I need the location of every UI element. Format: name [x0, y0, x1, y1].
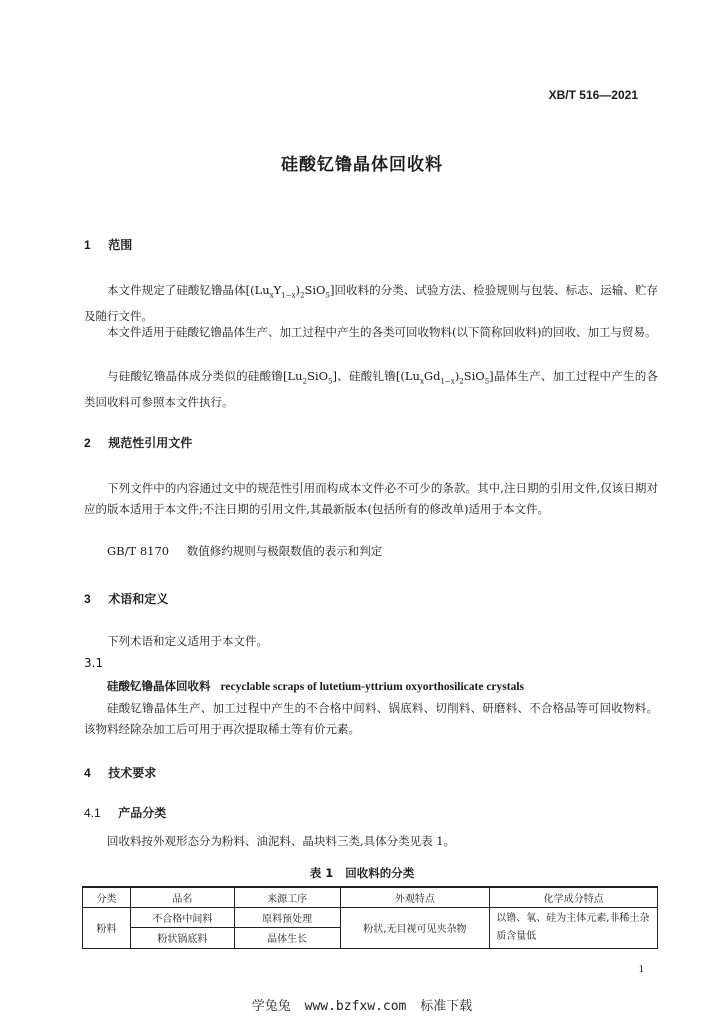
section-3-paragraph-1: 下列术语和定义适用于本文件。 — [107, 634, 268, 648]
section-2-heading — [84, 434, 192, 451]
section-3-heading — [84, 590, 168, 607]
subsection-4-1-number: 4.1 — [84, 806, 101, 820]
section-2-number: 2 — [84, 436, 91, 450]
reference-code: GB/T 8170 — [107, 544, 170, 558]
document-title: 硅酸钇镥晶体回收料 — [281, 155, 443, 175]
table-1-label: 表 1 — [309, 866, 334, 880]
subsection-4-1-heading — [84, 804, 166, 821]
footer-site-link[interactable]: www.bzfxw.com — [304, 999, 407, 1014]
appearance-cell: 粉状,无目视可见夹杂物 — [340, 907, 490, 948]
table-header-cell: 化学成分特点 — [490, 887, 658, 907]
table-header-cell: 品名 — [130, 887, 234, 907]
section-2-title: 规范性引用文件 — [108, 436, 193, 450]
table-header-row — [83, 887, 658, 907]
section-3-title: 术语和定义 — [108, 592, 169, 606]
term-entry — [107, 678, 524, 694]
section-1-number: 1 — [84, 238, 91, 252]
reference-title: 数值修约规则与极限数值的表示和判定 — [186, 544, 383, 558]
section-1-title: 范围 — [108, 238, 133, 252]
term-chinese: 硅酸钇镥晶体回收料 — [107, 679, 211, 693]
section-1-paragraph-3: 与硅酸钇镥晶体成分类似的硅酸镥$[Lu_2SiO_5]$、硅酸钆镥$[(Lu_xGd_{1-x})_2SiO_5]$晶体生产、加工过程中产生的各类回收料可参照本文件执行。 — [84, 369, 658, 410]
source-process-cell: 晶体生长 — [234, 928, 340, 949]
section-4-heading — [84, 764, 156, 781]
table-header-cell: 分类 — [83, 887, 131, 907]
footer-watermark — [0, 995, 724, 1014]
product-name-cell: 粉状锅底料 — [130, 928, 234, 949]
table-header-cell: 外观特点 — [340, 887, 490, 907]
term-english: recyclable scraps of lutetium-yttrium oxyorthosilicate crystals — [220, 681, 525, 693]
footer-right-text: 标准下载 — [420, 999, 473, 1014]
chemistry-cell: 以镥、氧、硅为主体元素,非稀土杂质含量低 — [490, 907, 658, 948]
source-process-cell: 原料预处理 — [234, 907, 340, 928]
section-1-heading — [84, 236, 132, 253]
term-definition: 硅酸钇镥晶体生产、加工过程中产生的不合格中间料、锅底料、切削料、研磨料、不合格品等可回收物料。该物料经除杂加工后可用于再次提取稀土等有价元素。 — [84, 701, 658, 736]
product-name-cell: 不合格中间料 — [130, 907, 234, 928]
section-4-number: 4 — [84, 766, 91, 780]
table-row — [83, 907, 658, 928]
section-4-title: 技术要求 — [108, 766, 157, 780]
table-1-title: 回收料的分类 — [345, 866, 415, 880]
page-number: 1 — [638, 963, 644, 975]
table-1-caption — [0, 865, 724, 881]
classification-table — [82, 886, 658, 949]
section-3-number: 3 — [84, 592, 91, 606]
subsection-3-1-number: 3.1 — [84, 656, 104, 670]
subsection-4-1-title: 产品分类 — [118, 806, 167, 820]
section-2-paragraph-1: 下列文件中的内容通过文中的规范性引用而构成本文件必不可少的条款。其中,注日期的引用文件,仅该日期对应的版本适用于本文件;不注日期的引用文件,其最新版本(包括所有的修改单)适用于本文件。 — [84, 481, 658, 516]
category-cell: 粉料 — [83, 907, 131, 948]
section-1-paragraph-2: 本文件适用于硅酸钇镥晶体生产、加工过程中产生的各类可回收物料(以下简称回收料)的回收、加工与贸易。 — [107, 325, 657, 339]
normative-reference — [107, 543, 382, 559]
table-header-cell: 来源工序 — [234, 887, 340, 907]
section-4-1-paragraph: 回收料按外观形态分为粉料、油泥料、晶块料三类,具体分类见表 1。 — [107, 834, 456, 848]
document-code: XB/T 516—2021 — [548, 88, 638, 102]
footer-left-text: 学兔兔 — [251, 999, 291, 1014]
section-1-paragraph-1: 本文件规定了硅酸钇镥晶体$[(Lu_xY_{1-x})_2SiO_5]$回收料的分类、试验方法、检验规则与包装、标志、运输、贮存及随行文件。 — [84, 283, 659, 324]
